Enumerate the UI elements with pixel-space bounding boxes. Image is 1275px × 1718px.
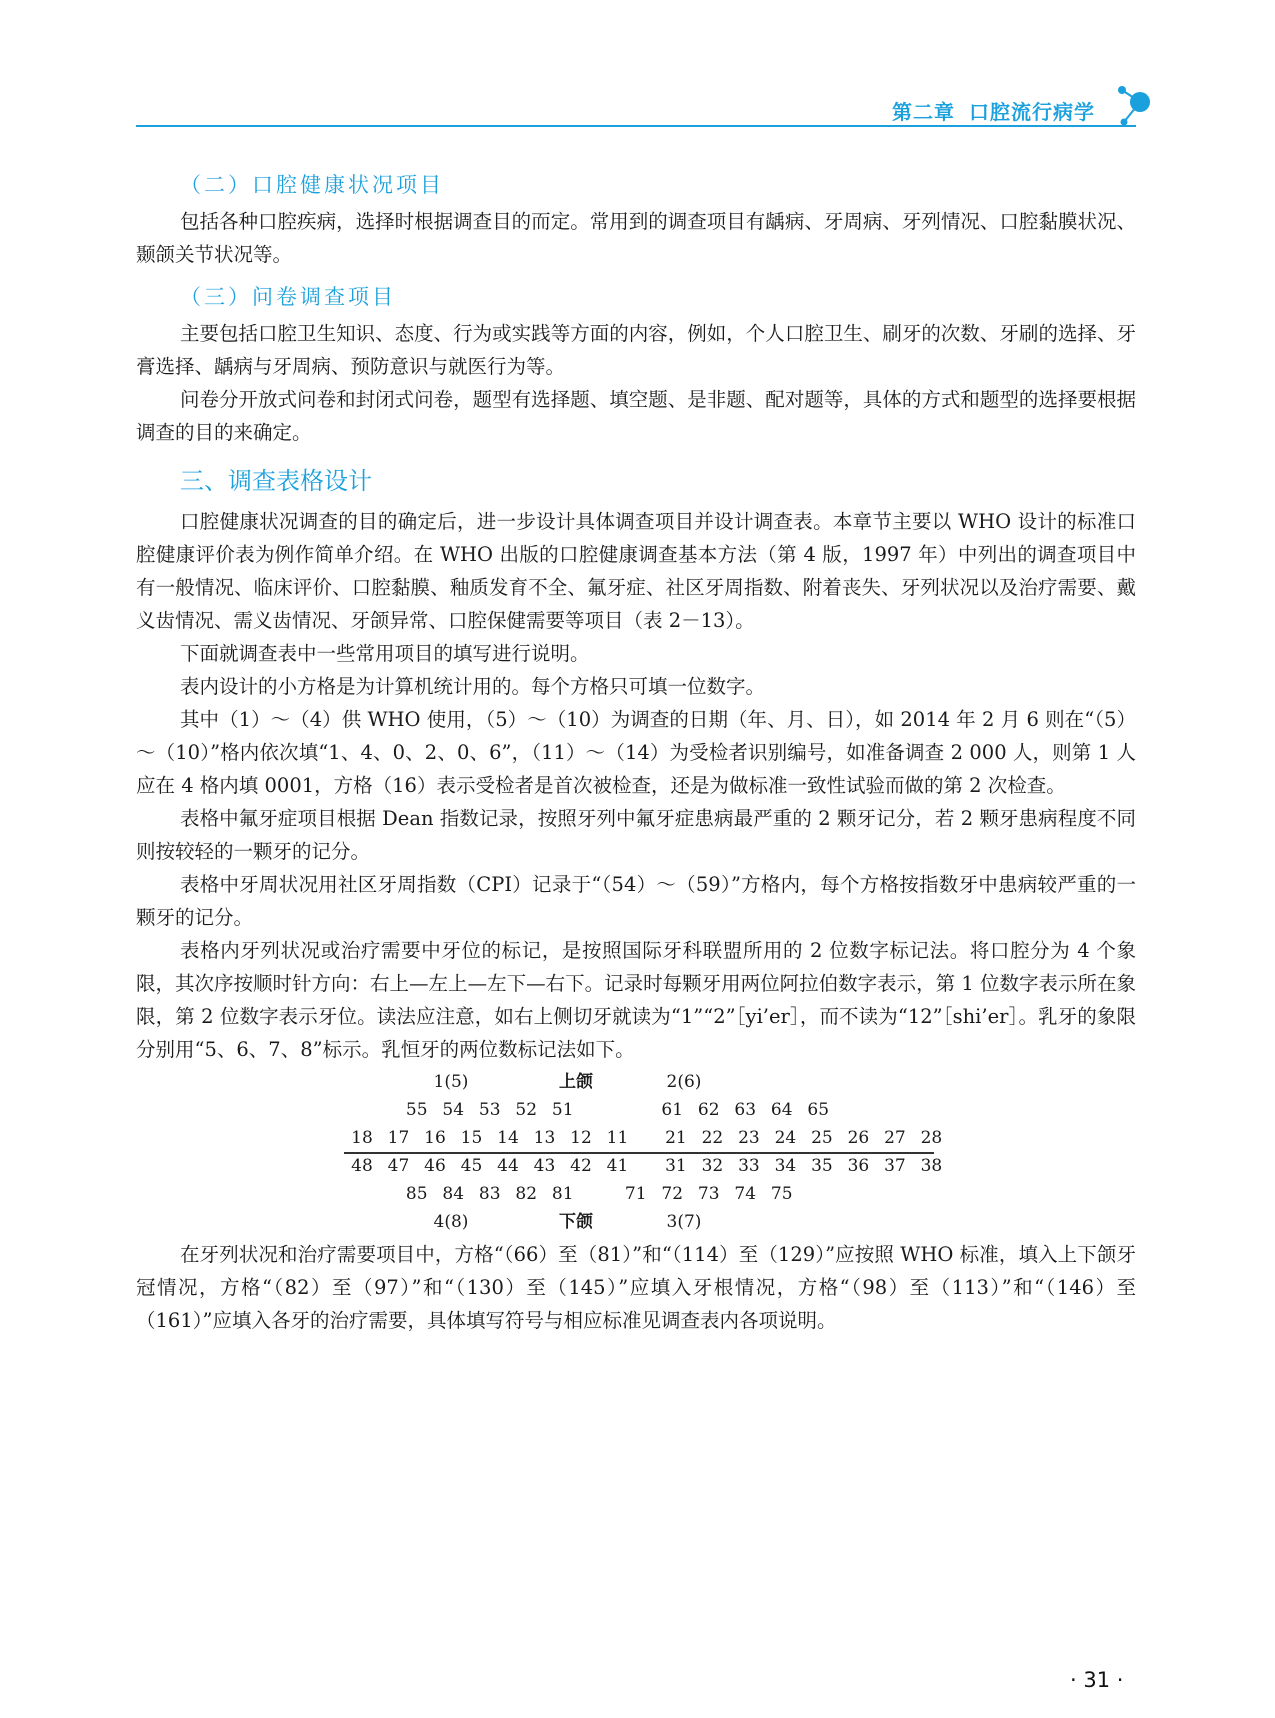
tooth-number: 17: [387, 1128, 410, 1148]
molecule-icon: [1110, 78, 1162, 130]
tooth-number: 38: [920, 1156, 943, 1176]
section-heading: 三、调查表格设计: [180, 467, 372, 495]
subsection-heading-2: （二）口腔健康状况项目: [180, 173, 444, 197]
tooth-number: 18: [351, 1128, 373, 1148]
tooth-number: 13: [533, 1128, 556, 1148]
tooth-number: 16: [424, 1128, 446, 1148]
tooth-number: 46: [424, 1156, 446, 1176]
tooth-number: 25: [811, 1128, 833, 1148]
paragraph: 包括各种口腔疾病，选择时根据调查目的而定。常用到的调查项目有龋病、牙周病、牙列情况、口腔黏膜状况、颞颌关节状况等。: [136, 210, 1136, 266]
tooth-number: 81: [551, 1184, 574, 1204]
tooth-number: 62: [697, 1100, 720, 1120]
quadrant-label: 1(5): [433, 1072, 469, 1092]
tooth-number: 35: [811, 1156, 833, 1176]
tooth-number: 64: [770, 1100, 793, 1120]
chapter-title: 口腔流行病学: [969, 100, 1095, 124]
tooth-number: 15: [460, 1128, 483, 1148]
tooth-number: 84: [442, 1184, 465, 1204]
tooth-table: [344, 1068, 943, 1236]
quadrant-label-row-upper: [344, 1068, 934, 1096]
tooth-number: 34: [774, 1156, 797, 1176]
tooth-number: 14: [497, 1128, 519, 1148]
running-header: [892, 96, 1095, 125]
header-rule: [136, 125, 1136, 127]
tooth-number: 26: [847, 1128, 870, 1148]
tooth-number: 44: [497, 1156, 519, 1176]
tooth-number: 83: [478, 1184, 501, 1204]
paragraph: 问卷分开放式问卷和封闭式问卷，题型有选择题、填空题、是非题、配对题等，具体的方式和题型的选择要根据调查的目的来确定。: [136, 388, 1136, 444]
chapter-label: 第二章: [892, 100, 955, 124]
subsection-heading-3: （三）问卷调查项目: [180, 285, 396, 309]
page-header: [0, 0, 1275, 135]
tooth-number: 27: [884, 1128, 906, 1148]
quadrant-label: 2(6): [666, 1072, 702, 1092]
tooth-number: 23: [738, 1128, 760, 1148]
tooth-number: 73: [697, 1184, 720, 1204]
tooth-number: 11: [606, 1128, 629, 1148]
paragraph: 表格内牙列状况或治疗需要中牙位的标记，是按照国际牙科联盟所用的 2 位数字标记法。将口腔分为 4 个象限，其次序按顺时针方向：右上—左上—左下—右下。记录时每颗牙用两位阿拉伯数字表示，第 1 位数字表示所在象限，第 2 位数字表示牙位。读法应注意，如右上侧切牙就读为“1”“2”［yi’er］，而不读为“12”［shi’er］。乳牙的象限分别用“5、6、7、8”标示。乳恒牙的两位数标记法如下。: [136, 939, 1136, 1061]
tooth-number: 47: [387, 1156, 410, 1176]
tooth-number: 72: [661, 1184, 684, 1204]
tooth-number: 41: [606, 1156, 629, 1176]
quadrant-label: 4(8): [433, 1212, 469, 1232]
paragraph: 表内设计的小方格是为计算机统计用的。每个方格只可填一位数字。: [180, 675, 766, 698]
tooth-number: 75: [770, 1184, 793, 1204]
tooth-number: 63: [734, 1100, 757, 1120]
tooth-number: 55: [405, 1100, 428, 1120]
tooth-number: 53: [478, 1100, 501, 1120]
page-body: [136, 165, 1136, 1337]
tooth-number: 43: [533, 1156, 556, 1176]
paragraph: 口腔健康状况调查的目的确定后，进一步设计具体调查项目并设计调查表。本章节主要以 WHO 设计的标准口腔健康评价表为例作简单介绍。在 WHO 出版的口腔健康调查基本方法（第 4 版，1997 年）中列出的调查项目中有一般情况、临床评价、口腔黏膜、釉质发育不全、氟牙症、社区牙周指数、附着丧失、牙列状况以及治疗需要、戴义齿情况、需义齿情况、牙颌异常、口腔保健需要等项目（表 2－13）。: [136, 510, 1136, 632]
quadrant-label: 3(7): [666, 1212, 702, 1232]
tooth-number: 52: [515, 1100, 538, 1120]
tooth-number: 65: [807, 1100, 830, 1120]
tooth-number: 22: [701, 1128, 724, 1148]
tooth-numbering-chart: [136, 1068, 1136, 1236]
page-number: · 31 ·: [1070, 1668, 1124, 1692]
tooth-number: 82: [515, 1184, 538, 1204]
tooth-number: 37: [884, 1156, 906, 1176]
tooth-number: 28: [920, 1128, 943, 1148]
tooth-number: 61: [661, 1100, 684, 1120]
jaw-label: 上颌: [559, 1072, 593, 1092]
tooth-row-lower-primary: [344, 1180, 934, 1208]
tooth-number: 54: [442, 1100, 465, 1120]
tooth-number: 31: [665, 1156, 687, 1176]
tooth-number: 12: [570, 1128, 592, 1148]
tooth-row-upper-primary: [344, 1096, 934, 1124]
tooth-row-upper-permanent: [344, 1124, 943, 1152]
paragraph: 其中（1）～（4）供 WHO 使用，（5）～（10）为调查的日期（年、月、日），如 2014 年 2 月 6 则在“（5）～（10）”格内依次填“1、4、0、2、0、6”，（11）～（14）为受检者识别编号，如准备调查 2 000 人，则第 1 人应在 4 格内填 0001，方格（16）表示受检者是首次被检查，还是为做标准一致性试验而做的第 2 次检查。: [136, 708, 1136, 797]
occlusal-midline: [344, 1152, 934, 1154]
tooth-number: 71: [624, 1184, 647, 1204]
paragraph: 在牙列状况和治疗需要项目中，方格“（66）至（81）”和“（114）至（129）”应按照 WHO 标准，填入上下颌牙冠情况，方格“（82）至（97）”和“（130）至（145）”应填入牙根情况，方格“（98）至（113）”和“（146）至（161）”应填入各牙的治疗需要，具体填写符号与相应标准见调查表内各项说明。: [136, 1243, 1136, 1332]
tooth-number: 33: [738, 1156, 760, 1176]
tooth-number: 45: [460, 1156, 483, 1176]
tooth-number: 74: [734, 1184, 757, 1204]
tooth-number: 51: [551, 1100, 574, 1120]
jaw-label: 下颌: [559, 1212, 593, 1232]
tooth-row-lower-permanent: [344, 1152, 943, 1180]
tooth-number: 24: [774, 1128, 797, 1148]
paragraph: 表格中氟牙症项目根据 Dean 指数记录，按照牙列中氟牙症患病最严重的 2 颗牙记分，若 2 颗牙患病程度不同则按较轻的一颗牙的记分。: [136, 807, 1136, 863]
tooth-number: 48: [351, 1156, 373, 1176]
quadrant-label-row-lower: [344, 1208, 934, 1236]
tooth-number: 36: [847, 1156, 870, 1176]
paragraph: 下面就调查表中一些常用项目的填写进行说明。: [180, 642, 590, 665]
tooth-number: 42: [570, 1156, 592, 1176]
tooth-number: 85: [405, 1184, 428, 1204]
paragraph: 表格中牙周状况用社区牙周指数（CPI）记录于“（54）～（59）”方格内，每个方格按指数牙中患病较严重的一颗牙的记分。: [136, 873, 1136, 929]
tooth-number: 32: [701, 1156, 724, 1176]
tooth-number: 21: [665, 1128, 687, 1148]
paragraph: 主要包括口腔卫生知识、态度、行为或实践等方面的内容，例如，个人口腔卫生、刷牙的次数、牙刷的选择、牙膏选择、龋病与牙周病、预防意识与就医行为等。: [136, 322, 1136, 378]
